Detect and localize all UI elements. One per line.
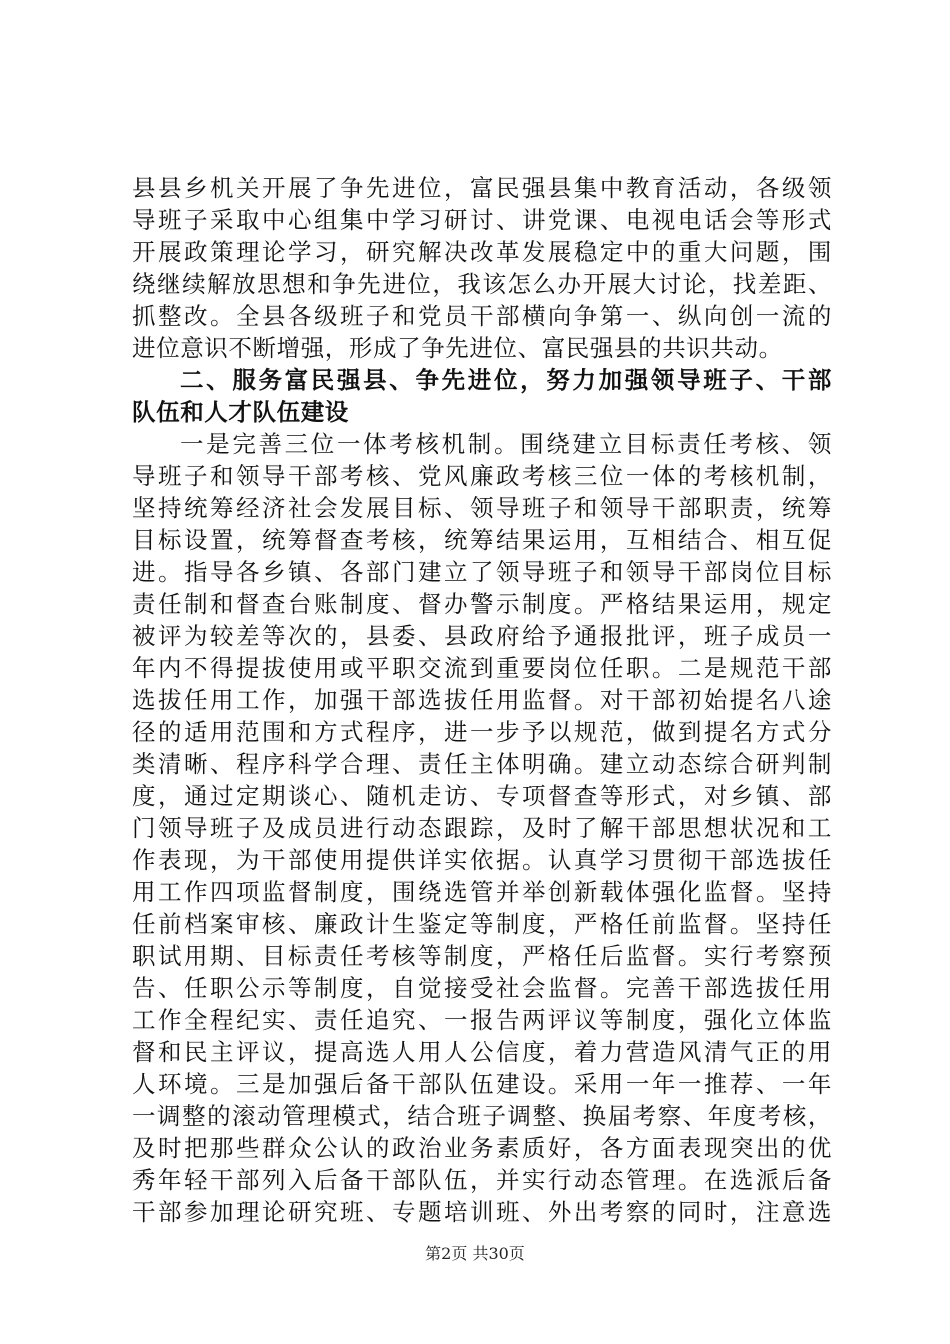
body-text-line: 导班子和领导干部考核、党风廉政考核三位一体的考核机制，	[132, 462, 832, 490]
body-text-line: 年内不得提拔使用或平职交流到重要岗位任职。二是规范干部	[132, 654, 832, 682]
body-text-line: 县县乡机关开展了争先进位，富民强县集中教育活动，各级领	[132, 174, 832, 202]
body-text-line: 坚持统筹经济社会发展目标、领导班子和领导干部职责，统筹	[132, 494, 832, 522]
page-number-footer: 第2页 共30页	[425, 1244, 525, 1263]
section-heading-line: 二、服务富民强县、争先进位，努力加强领导班子、干部	[180, 366, 832, 394]
body-text-line: 目标设置，统筹督查考核，统筹结果运用，互相结合、相互促	[132, 526, 832, 554]
body-text-line: 开展政策理论学习，研究解决改革发展稳定中的重大问题，围	[132, 238, 832, 266]
body-text-line: 度，通过定期谈心、随机走访、专项督查等形式，对乡镇、部	[132, 782, 832, 810]
body-text-line: 职试用期、目标责任考核等制度，严格任后监督。实行考察预	[132, 942, 832, 970]
body-text-line: 及时把那些群众公认的政治业务素质好，各方面表现突出的优	[132, 1134, 832, 1162]
body-text-line: 进位意识不断增强，形成了争先进位、富民强县的共识共动。	[132, 334, 783, 362]
body-text-line: 工作全程纪实、责任追究、一报告两评议等制度，强化立体监	[132, 1006, 832, 1034]
body-text-line: 进。指导各乡镇、各部门建立了领导班子和领导干部岗位目标	[132, 558, 832, 586]
body-text-line: 绕继续解放思想和争先进位，我该怎么办开展大讨论，找差距、	[132, 270, 832, 298]
body-text-line: 类清晰、程序科学合理、责任主体明确。建立动态综合研判制	[132, 750, 832, 778]
body-text-line: 导班子采取中心组集中学习研讨、讲党课、电视电话会等形式	[132, 206, 832, 234]
body-text-line: 门领导班子及成员进行动态跟踪，及时了解干部思想状况和工	[132, 814, 832, 842]
body-text-line: 督和民主评议，提高选人用人公信度，着力营造风清气正的用	[132, 1038, 832, 1066]
body-text-line: 抓整改。全县各级班子和党员干部横向争第一、纵向创一流的	[132, 302, 832, 330]
body-text-line: 用工作四项监督制度，围绕选管并举创新载体强化监督。坚持	[132, 878, 832, 906]
body-text-line: 干部参加理论研究班、专题培训班、外出考察的同时，注意选	[132, 1198, 832, 1226]
body-text-line: 一是完善三位一体考核机制。围绕建立目标责任考核、领	[180, 430, 832, 458]
body-text-line: 被评为较差等次的，县委、县政府给予通报批评，班子成员一	[132, 622, 832, 650]
body-text-line: 一调整的滚动管理模式，结合班子调整、换届考察、年度考核，	[132, 1102, 832, 1130]
body-text-line: 径的适用范围和方式程序，进一步予以规范，做到提名方式分	[132, 718, 832, 746]
body-text-line: 秀年轻干部列入后备干部队伍，并实行动态管理。在选派后备	[132, 1166, 832, 1194]
body-text-line: 任前档案审核、廉政计生鉴定等制度，严格任前监督。坚持任	[132, 910, 832, 938]
body-text-line: 告、任职公示等制度，自觉接受社会监督。完善干部选拔任用	[132, 974, 832, 1002]
body-text-line: 责任制和督查台账制度、督办警示制度。严格结果运用，规定	[132, 590, 832, 618]
body-text-line: 作表现，为干部使用提供详实依据。认真学习贯彻干部选拔任	[132, 846, 832, 874]
body-text-line: 选拔任用工作，加强干部选拔任用监督。对干部初始提名八途	[132, 686, 832, 714]
section-heading-line: 队伍和人才队伍建设	[132, 398, 349, 426]
body-text-line: 人环境。三是加强后备干部队伍建设。采用一年一推荐、一年	[132, 1070, 832, 1098]
